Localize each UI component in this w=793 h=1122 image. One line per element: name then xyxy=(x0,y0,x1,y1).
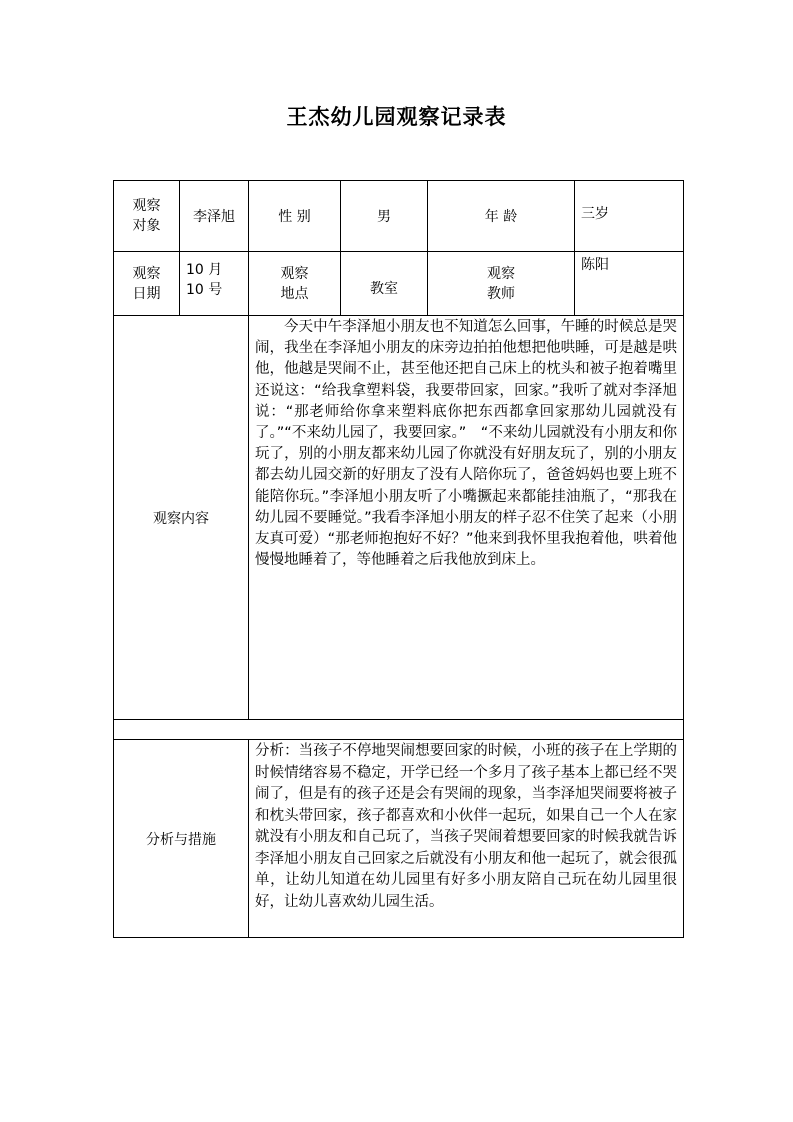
content-label: 观察内容 xyxy=(114,316,249,720)
spacer-cell xyxy=(114,720,684,740)
spacer-row xyxy=(114,720,684,740)
subject-row xyxy=(114,181,684,252)
analysis-row xyxy=(114,740,684,938)
date-value: 10 月 10 号 xyxy=(180,252,249,316)
observation-table xyxy=(113,180,684,938)
analysis-label: 分析与措施 xyxy=(114,740,249,938)
place-label-cell xyxy=(249,252,341,316)
age-label: 年 龄 xyxy=(428,181,575,252)
date-row xyxy=(114,252,684,316)
place-label: 观察 地点 xyxy=(280,265,309,302)
analysis-text: 分析：当孩子不停地哭闹想要回家的时候，小班的孩子在上学期的时候情绪容易不稳定，开学已经一个多月了孩子基本上都已经不哭闹了，但是有的孩子还是会有哭闹的现象，当李泽旭哭闹要将被子和枕头带回家，孩子都喜欢和小伙伴一起玩，如果自己一个人在家就没有小朋友和自己玩了，当孩子哭闹着想要回家的时候我就告诉李泽旭小朋友自己回家之后就没有小朋友和他一起玩了，就会很孤单，让幼儿知道在幼儿园里有好多小朋友陪自己玩在幼儿园里很好，让幼儿喜欢幼儿园生活。 xyxy=(249,740,684,938)
teacher-label-cell xyxy=(428,252,575,316)
date-label-cell xyxy=(114,252,180,316)
place-value: 教室 xyxy=(341,252,428,316)
subject-label: 观察 对象 xyxy=(132,198,161,234)
content-text: 今天中午李泽旭小朋友也不知道怎么回事，午睡的时候总是哭闹，我坐在李泽旭小朋友的床旁边拍拍他想把他哄睡，可是越是哄他，他越是哭闹不止，甚至他还把自己床上的枕头和被子抱着嘴里还说这：“给我拿塑料袋，我要带回家，回家。”我听了就对李泽旭说：“那老师给你拿来塑料底你把东西都拿回家那幼儿园就没有了。”“不来幼儿园了，我要回家。” “不来幼儿园就没有小朋友和你玩了，别的小朋友都来幼儿园了你就没有好朋友玩了，别的小朋友都去幼儿园交新的好朋友了没有人陪你玩了，爸爸妈妈也要上班不能陪你玩。”李泽旭小朋友听了小嘴撅起来都能挂油瓶了，“那我在幼儿园不要睡觉。”我看李泽旭小朋友的样子忍不住笑了起来（小朋友真可爱）“那老师抱抱好不好？”他来到我怀里我抱着他，哄着他慢慢地睡着了，等他睡着之后我他放到床上。 xyxy=(249,316,684,720)
page-title: 王杰幼儿园观察记录表 xyxy=(286,105,507,129)
content-row xyxy=(114,316,684,720)
gender-value: 男 xyxy=(341,181,428,252)
date-label: 观察 日期 xyxy=(132,265,161,302)
teacher-value: 陈阳 xyxy=(575,252,684,316)
teacher-label: 观察 教师 xyxy=(487,265,515,302)
age-value: 三岁 xyxy=(575,181,684,252)
gender-label: 性 别 xyxy=(249,181,341,252)
subject-value: 李泽旭 xyxy=(180,181,249,252)
subject-label-cell xyxy=(114,181,180,252)
